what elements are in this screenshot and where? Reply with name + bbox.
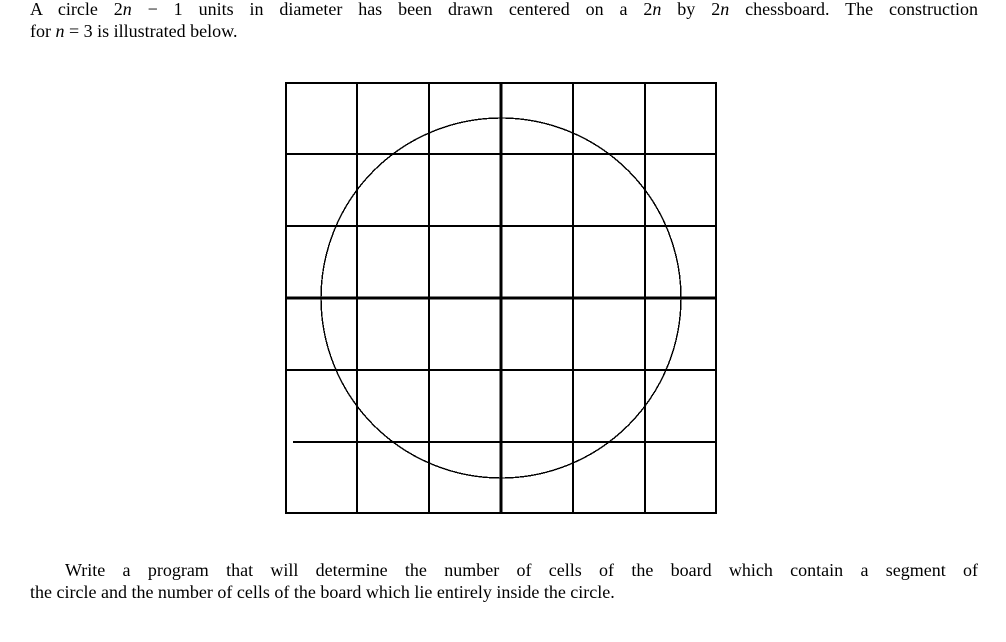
task-line-2: the circle and the number of cells of the board which lie entirely inside the circle. (30, 582, 615, 602)
text-segment: by 2 (661, 0, 721, 19)
math-n: n (652, 0, 662, 19)
math-n: n (122, 0, 132, 19)
problem-intro-paragraph (30, 0, 978, 42)
math-n: n (55, 21, 65, 41)
task-line-1: Write a program that will determine the number of cells of the board which contain a segment of (65, 560, 978, 580)
text-segment: = 3 is illustrated below. (64, 21, 238, 41)
text-segment: chessboard. The construction (729, 0, 978, 19)
intro-line-2 (30, 20, 978, 42)
math-n: n (720, 0, 730, 19)
chessboard-grid-svg (285, 82, 717, 514)
text-segment: A circle 2 (30, 0, 123, 19)
text-segment: − 1 units in diameter has been drawn centered on a 2 (131, 0, 653, 19)
chessboard-figure (285, 82, 717, 514)
text-segment: for (30, 21, 56, 41)
intro-line-1 (30, 0, 978, 20)
task-paragraph (30, 559, 978, 603)
